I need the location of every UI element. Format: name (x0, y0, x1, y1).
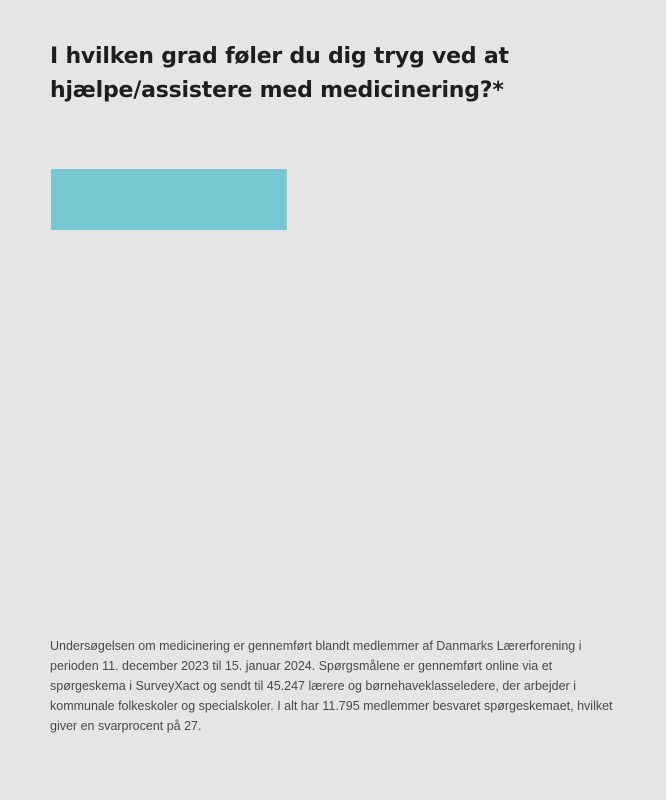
bar-0 (51, 169, 287, 230)
chart-area (50, 160, 616, 240)
survey-footnote: Undersøgelsen om medicinering er gennemført blandt medlemmer af Danmarks Lærerforening i perioden 11. december 2023 til 15. januar 2024. Spørgsmålene er gennemført online via et spørgeskema i SurveyXact og sendt til 45.247 lærere og børnehaveklasseledere, der arbejder i kommunale folkeskoler og specialskoler. I alt har 11.795 medlemmer besvaret spørgeskemaet, hvilket giver en svarprocent på 27. (50, 639, 613, 733)
chart-title: I hvilken grad føler du dig tryg ved at hjælpe/assistere med medicinering?* (50, 44, 509, 103)
bar-chart (50, 160, 616, 240)
